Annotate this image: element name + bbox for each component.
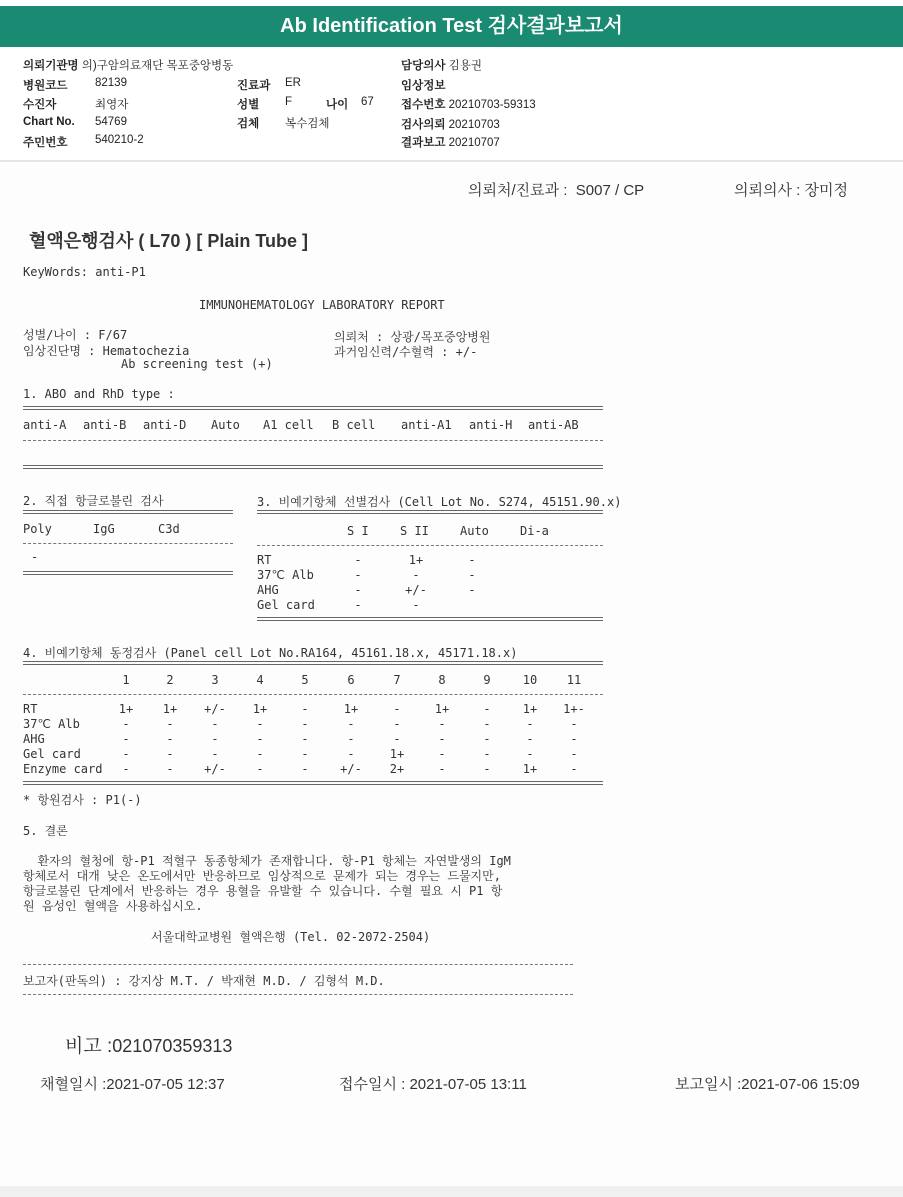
panel-row-label: AHG: [23, 732, 45, 746]
dat-col-poly: Poly: [23, 522, 52, 536]
panel-cell: -: [301, 747, 309, 761]
abo-col-anti-a1: anti-A1: [401, 418, 452, 432]
header-request-date: 검사의뢰 20210703: [401, 119, 500, 131]
receive-datetime: 접수일시 : 2021-07-05 13:11: [339, 1076, 527, 1093]
screening-cell: -: [354, 553, 362, 567]
section1-rule-bottom: [23, 465, 603, 469]
panel-col-header: 8: [438, 673, 446, 687]
header-sex-label: 성별: [237, 99, 260, 111]
panel-row-label: Enzyme card: [23, 762, 103, 776]
panel-col-header: 9: [483, 673, 491, 687]
panel-cell: 1+: [522, 702, 538, 716]
header-doctor: 담당의사 김용권: [401, 60, 482, 72]
panel-cell: 1+: [343, 702, 359, 716]
patient-history: 과거임신력/수혈력 : +/-: [334, 345, 478, 359]
panel-cell: -: [393, 717, 401, 731]
panel-row-label: Gel card: [23, 747, 81, 761]
patient-sex-age: 성별/나이 : F/67: [23, 328, 128, 342]
screen-col-auto: Auto: [460, 524, 489, 538]
header-specimen-value: 복수검체: [285, 118, 330, 130]
abo-col-a1cell: A1 cell: [263, 418, 314, 432]
report-title: Ab Identification Test 검사결과보고서: [280, 15, 623, 37]
section3-title: 3. 비예기항체 선별검사 (Cell Lot No. S274, 45151.90.x): [257, 495, 622, 509]
screening-cell: -: [468, 583, 476, 597]
screen-col-s1: S I: [347, 524, 369, 538]
header-rrn-label: 주민번호: [23, 137, 68, 149]
header-hospital-code: 병원코드: [23, 80, 68, 92]
panel-cell: +/-: [340, 762, 362, 776]
panel-cell: -: [256, 747, 264, 761]
panel-cell: -: [347, 732, 355, 746]
section2-rule-top: [23, 510, 233, 514]
panel-cell: -: [122, 747, 130, 761]
abo-col-anti-h: anti-H: [469, 418, 513, 432]
test-title: 혈액은행검사 ( L70 ) [ Plain Tube ]: [29, 231, 309, 251]
panel-cell: 1+: [118, 702, 134, 716]
panel-cell: -: [438, 732, 446, 746]
panel-col-header: 4: [256, 673, 264, 687]
header-patient-label: 수진자: [23, 99, 57, 111]
abo-col-bcell: B cell: [332, 418, 376, 432]
section2-title: 2. 직접 항글로불린 검사: [23, 494, 164, 508]
panel-cell: -: [438, 717, 446, 731]
panel-cell: -: [526, 732, 534, 746]
panel-cell: -: [393, 732, 401, 746]
panel-col-header: 3: [211, 673, 219, 687]
report-title-bar: [0, 6, 903, 47]
screening-row-label: Gel card: [257, 598, 315, 612]
panel-cell: 1+: [162, 702, 178, 716]
panel-col-header: 5: [301, 673, 309, 687]
header-chart-value: 54769: [95, 116, 127, 128]
panel-cell: -: [301, 717, 309, 731]
remark: 비고 :021070359313: [65, 1036, 233, 1057]
panel-cell: 1+: [252, 702, 268, 716]
header-dept-label: 진료과: [237, 80, 271, 92]
header-receipt-no: 접수번호 20210703-59313: [401, 99, 536, 111]
panel-cell: -: [256, 717, 264, 731]
section1-rule-mid: [23, 440, 603, 441]
dat-col-igg: IgG: [93, 522, 115, 536]
panel-cell: -: [122, 762, 130, 776]
panel-cell: +/-: [204, 762, 226, 776]
patient-screening: Ab screening test (+): [121, 357, 273, 371]
panel-cell: -: [256, 762, 264, 776]
screen-col-s2: S II: [400, 524, 429, 538]
antigen-test: * 항원검사 : P1(-): [23, 793, 142, 807]
conclusion-line-3: 항글로불린 단계에서 반응하는 경우 용혈을 유발할 수 있습니다. 수혈 필요 시 P1 항: [23, 884, 503, 898]
header-chart-label: Chart No.: [23, 116, 75, 128]
panel-cell: -: [526, 747, 534, 761]
panel-cell: -: [211, 747, 219, 761]
conclusion-line-1: 환자의 혈청에 항-P1 적혈구 동종항체가 존재합니다. 항-P1 항체는 자연발생의 IgM: [23, 854, 511, 868]
abo-col-auto: Auto: [211, 418, 240, 432]
reporter-rule-bottom: [23, 994, 573, 995]
section3-rule-bottom: [257, 617, 603, 621]
panel-cell: -: [483, 717, 491, 731]
header-sex-value: F: [285, 96, 293, 108]
section4-rule-mid: [23, 694, 603, 695]
section3-rule-mid: [257, 545, 603, 546]
section3-rule-top: [257, 510, 603, 514]
bottom-strip: [0, 1186, 903, 1197]
panel-cell: -: [483, 702, 491, 716]
collect-datetime: 채혈일시 :2021-07-05 12:37: [40, 1076, 225, 1093]
header-report-date: 결과보고 20210707: [401, 137, 500, 149]
section4-title: 4. 비예기항체 동정검사 (Panel cell Lot No.RA164, 45161.18.x, 45171.18.x): [23, 646, 518, 660]
reporter-rule-top: [23, 964, 573, 965]
panel-cell: 1+: [522, 762, 538, 776]
panel-cell: -: [166, 747, 174, 761]
screening-cell: -: [354, 583, 362, 597]
panel-cell: -: [483, 747, 491, 761]
panel-col-header: 11: [566, 673, 582, 687]
panel-row-label: RT: [23, 702, 38, 716]
header-patient-value: 최영자: [95, 99, 129, 111]
panel-cell: -: [301, 732, 309, 746]
panel-cell: -: [211, 717, 219, 731]
panel-cell: -: [166, 717, 174, 731]
conclusion-line-4: 원 음성인 혈액을 사용하십시오.: [23, 899, 203, 913]
panel-col-header: 10: [522, 673, 538, 687]
panel-cell: -: [301, 702, 309, 716]
panel-cell: -: [166, 762, 174, 776]
lab-report-title: IMMUNOHEMATOLOGY LABORATORY REPORT: [199, 298, 445, 312]
header-age-label: 나이: [326, 99, 349, 111]
panel-cell: 2+: [389, 762, 405, 776]
panel-cell: -: [301, 762, 309, 776]
panel-row-label: 37℃ Alb: [23, 717, 80, 731]
keywords: KeyWords: anti-P1: [23, 265, 146, 279]
panel-col-header: 7: [393, 673, 401, 687]
section4-rule-bottom: [23, 781, 603, 785]
panel-cell: -: [211, 732, 219, 746]
panel-cell: +/-: [204, 702, 226, 716]
screening-cell: -: [412, 598, 420, 612]
header-hospital-code-value: 82139: [95, 77, 127, 89]
screening-row-label: RT: [257, 553, 272, 567]
panel-cell: 1+: [389, 747, 405, 761]
panel-cell: -: [166, 732, 174, 746]
panel-col-header: 2: [166, 673, 174, 687]
abo-col-anti-b: anti-B: [83, 418, 127, 432]
panel-cell: -: [122, 717, 130, 731]
panel-cell: -: [438, 747, 446, 761]
conclusion-line-2: 항체로서 대개 낮은 온도에서만 반응하므로 임상적으로 문제가 되는 경우는 드물지만,: [23, 869, 501, 883]
panel-cell: -: [570, 762, 578, 776]
panel-cell: -: [570, 732, 578, 746]
panel-cell: -: [526, 717, 534, 731]
panel-cell: -: [438, 762, 446, 776]
screening-cell: -: [468, 553, 476, 567]
screening-cell: -: [468, 568, 476, 582]
panel-cell: -: [483, 732, 491, 746]
panel-cell: -: [570, 717, 578, 731]
header-dept-value: ER: [285, 77, 301, 89]
dat-col-c3d: C3d: [158, 522, 180, 536]
abo-col-anti-ab: anti-AB: [528, 418, 579, 432]
reporter-line: 보고자(판독의) : 강지상 M.T. / 박재현 M.D. / 김형석 M.D.: [23, 974, 385, 988]
panel-cell: -: [122, 732, 130, 746]
panel-cell: -: [347, 747, 355, 761]
section4-rule-top: [23, 661, 603, 665]
screening-cell: 1+: [408, 553, 424, 567]
panel-cell: -: [483, 762, 491, 776]
screen-col-dia: Di-a: [520, 524, 549, 538]
panel-col-header: 1: [122, 673, 130, 687]
panel-cell: -: [570, 747, 578, 761]
patient-diagnosis: 임상진단명 : Hematochezia: [23, 344, 190, 358]
screening-cell: -: [412, 568, 420, 582]
screening-row-label: AHG: [257, 583, 279, 597]
section1-title: 1. ABO and RhD type :: [23, 387, 175, 401]
hospital-contact: 서울대학교병원 혈액은행 (Tel. 02-2072-2504): [151, 930, 431, 944]
screening-cell: +/-: [405, 583, 427, 597]
panel-cell: -: [256, 732, 264, 746]
header-rrn-value: 540210-2: [95, 134, 144, 146]
requester-dept: 의뢰처/진료과 : S007 / CP: [468, 182, 645, 199]
abo-col-anti-d: anti-D: [143, 418, 187, 432]
screening-cell: -: [354, 568, 362, 582]
abo-col-anti-a: anti-A: [23, 418, 67, 432]
header-clinical-info: 임상정보: [401, 80, 446, 92]
panel-cell: 1+: [434, 702, 450, 716]
section1-rule-top: [23, 406, 603, 410]
header-divider: [0, 160, 903, 162]
panel-cell: 1+-: [563, 702, 585, 716]
section2-rule-bottom: [23, 571, 233, 575]
screening-row-label: 37℃ Alb: [257, 568, 314, 582]
header-age-value: 67: [361, 96, 374, 108]
panel-cell: -: [347, 717, 355, 731]
patient-requester: 의뢰처 : 상광/목포중앙병원: [334, 330, 491, 344]
report-datetime: 보고일시 :2021-07-06 15:09: [675, 1076, 860, 1093]
panel-cell: -: [393, 702, 401, 716]
header-institution: 의뢰기관명 의)구암의료재단 목포중앙병동: [23, 60, 234, 72]
requester-doctor: 의뢰의사 : 장미정: [734, 182, 848, 199]
panel-col-header: 6: [347, 673, 355, 687]
section2-rule-mid: [23, 543, 233, 544]
header-specimen-label: 검체: [237, 118, 260, 130]
section5-title: 5. 결론: [23, 824, 68, 838]
dat-value: -: [31, 550, 39, 564]
screening-cell: -: [354, 598, 362, 612]
